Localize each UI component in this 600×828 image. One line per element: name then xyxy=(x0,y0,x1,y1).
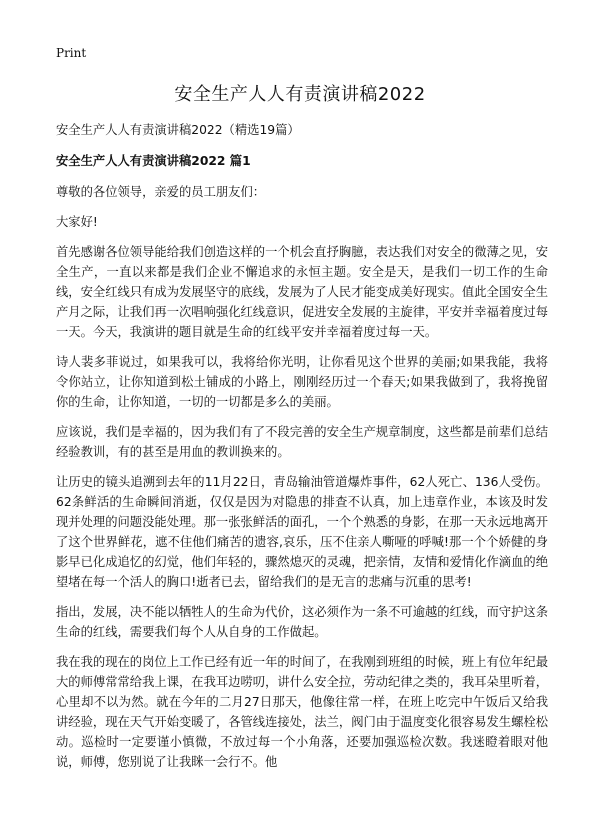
body-paragraph: 应该说，我们是幸福的，因为我们有了不段完善的安全生产规章制度，这些都是前辈们总结经验教训，有的甚至是用血的教训换来的。 xyxy=(56,425,548,459)
body-paragraph: 让历史的镜头追溯到去年的11月22日，青岛输油管道爆炸事件，62人死亡、136人受伤。62条鲜活的生命瞬间消逝，仅仅是因为对隐患的排查不认真，加上违章作业，本该及时发现并处理的问题没能处理。那一张张鲜活的面孔，一个个熟悉的身影，在那一天永远地离开了这个世界鲜花，遮不住他们痛苦的遗容,哀乐，压不住亲人嘶哑的呼喊!那一个个娇健的身影早已化成追忆的幻觉，他们年轻的，骤然熄灭的灵魂，把亲情，友情和爱情化作滴血的绝望堵在每一个活人的胸口!逝者已去，留给我们的是无言的悲痛与沉重的思考! xyxy=(56,475,548,589)
print-link[interactable]: Print xyxy=(56,46,87,60)
page-title: 安全生产人人有责演讲稿2022 xyxy=(174,84,426,105)
body-paragraph: 诗人裴多菲说过，如果我可以，我将给你光明，让你看见这个世界的美丽;如果我能，我将令你站立，让你知道到松土铺成的小路上，刚刚经历过一个春天;如果我做到了，我将挽留你的生命，让你知道，一切的一切都是多么的美丽。 xyxy=(56,355,548,409)
salutation-paragraph: 大家好! xyxy=(56,215,98,229)
subtitle: 安全生产人人有责演讲稿2022（精选19篇） xyxy=(56,123,300,137)
document-body xyxy=(56,120,548,782)
section-heading: 安全生产人人有责演讲稿2022 篇1 xyxy=(56,154,251,168)
body-paragraph: 指出，发展，决不能以牺牲人的生命为代价，这必须作为一条不可逾越的红线，而守护这条生命的红线，需要我们每个人从自身的工作做起。 xyxy=(56,605,548,639)
greeting-paragraph: 尊敬的各位领导，亲爱的员工朋友们： xyxy=(56,185,266,199)
body-paragraph: 我在我的现在的岗位上工作已经有近一年的时间了，在我刚到班组的时候，班上有位年纪最大的师傅常常给我上课，在我耳边唠叨，讲什么安全拉，劳动纪律之类的，我耳朵里听着，心里却不以为然。就在今年的二月27日那天，他像往常一样，在班上吃完中午饭后又给我讲经验，现在天气开始变暖了，各管线连接处，法兰，阀门由于温度变化很容易发生螺栓松动。巡检时一定要谨小慎微，不放过每一个小角落，还要加强巡检次数。我迷瞪着眼对他说，师傅，您别说了让我眯一会行不。他 xyxy=(56,655,548,769)
body-paragraph: 首先感谢各位领导能给我们创造这样的一个机会直抒胸臆，表达我们对安全的微薄之见，安全生产，一直以来都是我们企业不懈追求的永恒主题。安全是天，是我们一切工作的生命线，安全红线只有成为发展坚守的底线，发展为了人民才能变成美好现实。值此全国安全生产月之际，让我们再一次唱响强化红线意识，促进安全发展的主旋律，平安并幸福着度过每一天。今天，我演讲的题目就是生命的红线平安并幸福着度过每一天。 xyxy=(56,245,548,339)
